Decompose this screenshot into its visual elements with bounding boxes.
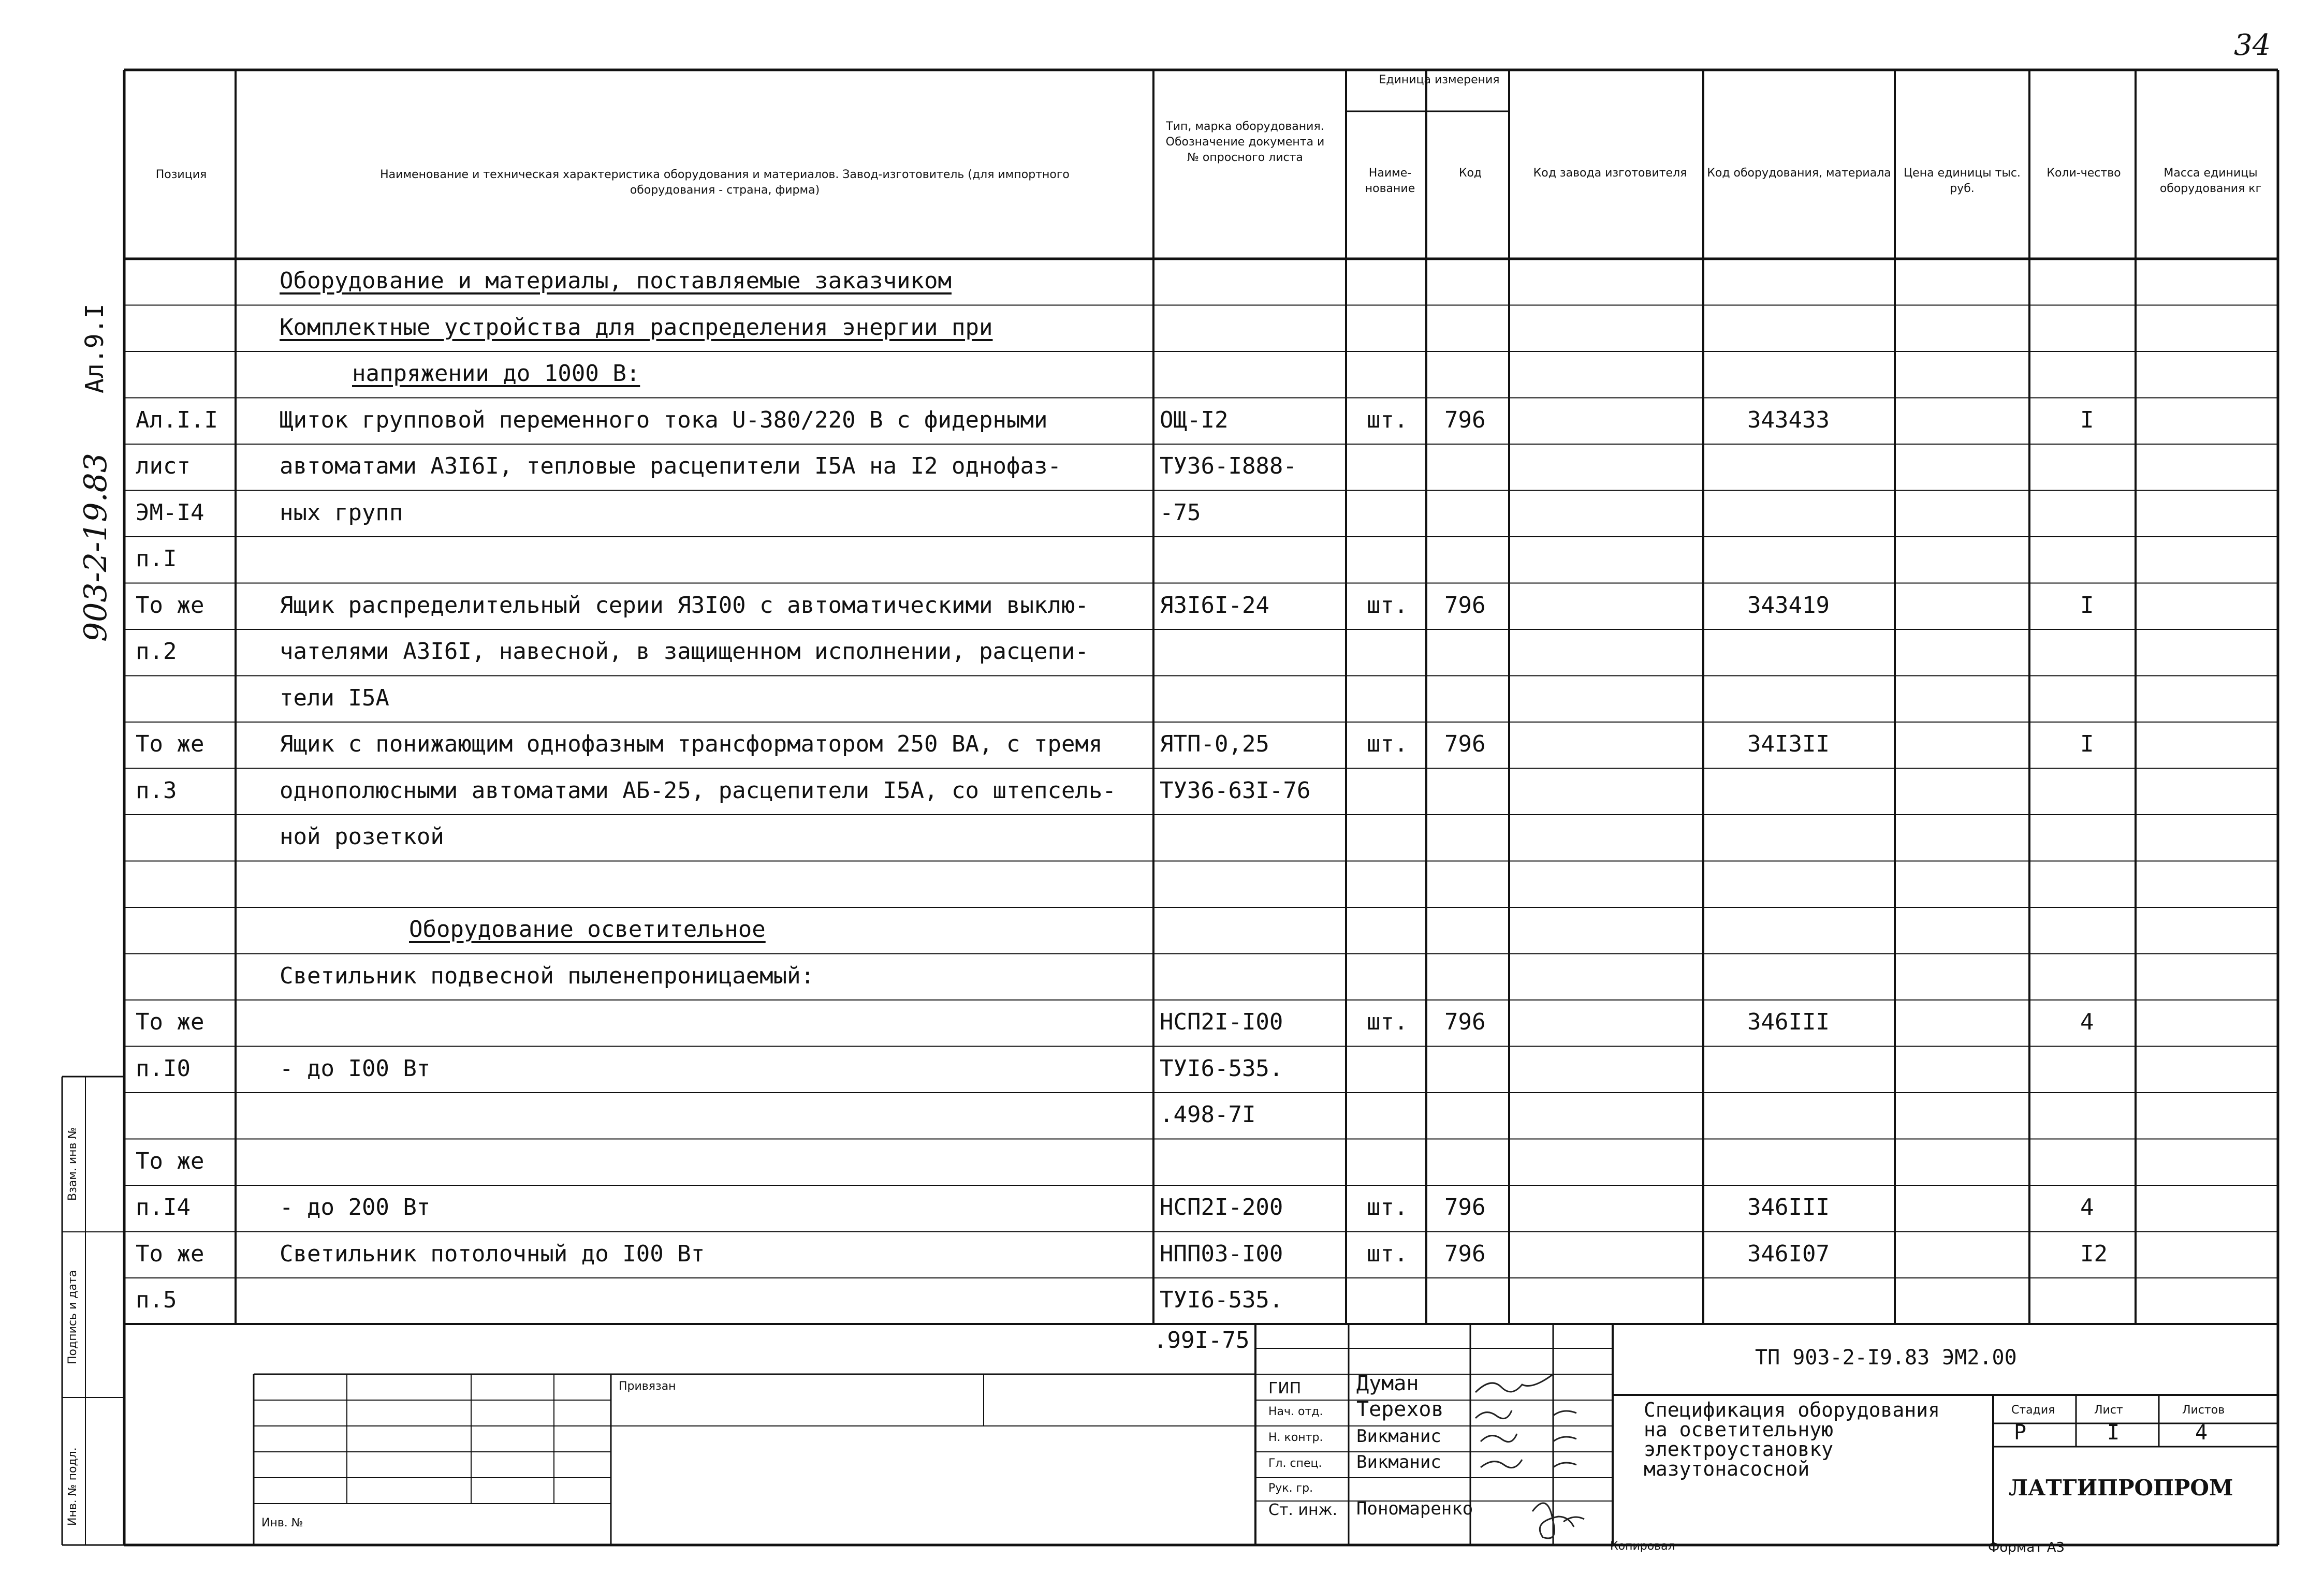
stamp-title: Спецификация оборудования на осветительную электроустановку мазутонасосной (1644, 1399, 1940, 1480)
cell-name: однополюсными автоматами АБ-25, расцепители I5А, со штепсель- (280, 777, 1116, 804)
cell-name: напряжении до 1000 В: (352, 360, 640, 387)
cell-qty: I (2080, 592, 2094, 619)
cell-name: Комплектные устройства для распределения энергии при (280, 314, 993, 341)
header-unit-code: Код (1458, 167, 1482, 180)
cell-code: 796 (1444, 1009, 1486, 1035)
cell-pos: п.I4 (136, 1194, 191, 1220)
cell-name: чателями А3I6I, навесной, в защищенном исполнении, расцепи- (280, 638, 1089, 665)
cell-name: ной розеткой (280, 823, 444, 850)
cell-qty: 4 (2080, 1009, 2094, 1035)
cell-code: 796 (1444, 592, 1486, 619)
header-unit-name: Наиме-нование (1365, 167, 1415, 195)
header-price: Цена единицы тыс. руб. (1904, 167, 2021, 195)
cell-type: .498-7I (1160, 1101, 1256, 1128)
cell-name: Щиток групповой переменного тока U-380/220 В с фидерными (280, 406, 1048, 433)
cell-pos: п.2 (136, 638, 177, 665)
stamp-role-control: Н. контр. (1268, 1431, 1323, 1444)
page-number: 34 (2234, 28, 2271, 62)
stamp-sheets: 4 (2195, 1421, 2208, 1445)
header-equip-code: Код оборудования, материала (1707, 167, 1891, 180)
stamp-stage-label: Стадия (2011, 1404, 2055, 1417)
cell-code: 796 (1444, 406, 1486, 433)
cell-name: Ящик распределительный серии Я3I00 с автоматическими выклю- (280, 592, 1089, 619)
cell-name: тели I5А (280, 684, 389, 711)
cell-name: Оборудование осветительное (409, 916, 766, 943)
stamp-name-control: Викманис (1356, 1426, 1441, 1447)
cell-unit: шт. (1367, 1009, 1408, 1035)
cell-qty: I (2080, 406, 2094, 433)
cell-unit: шт. (1367, 406, 1408, 433)
cell-name: ных групп (280, 499, 403, 526)
cell-equip: 343419 (1747, 592, 1830, 619)
cell-code: 796 (1444, 1194, 1486, 1220)
cell-pos: п.I0 (136, 1055, 191, 1082)
strip-signature-date: Подпись и дата (66, 1270, 79, 1364)
cell-pos: То же (136, 592, 204, 619)
cell-name: - до I00 Вт (280, 1055, 431, 1082)
type-continuation: .99I-75 (1153, 1327, 1250, 1353)
stamp-name-chief-spec: Викманис (1356, 1452, 1441, 1473)
cell-type: ТУ36-I888- (1160, 453, 1297, 479)
header-plant-code: Код завода изготовителя (1533, 167, 1687, 180)
cell-type: НСП2I-I00 (1160, 1009, 1283, 1035)
stamp-organization: ЛАТГИПРОПРОМ (2009, 1475, 2233, 1500)
cell-pos: ЭМ-I4 (136, 499, 204, 526)
cell-unit: шт. (1367, 592, 1408, 619)
cell-name: - до 200 Вт (280, 1194, 431, 1220)
stamp-name-engineer: Пономаренко (1356, 1498, 1473, 1519)
header-type: Тип, марка оборудования. Обозначение документа и № опросного листа (1165, 120, 1325, 164)
cell-type: -75 (1160, 499, 1201, 526)
margin-doc-code: 903-2-19.83 (78, 452, 114, 642)
margin-album: Ал.9.I (80, 303, 109, 393)
stamp-sheet: I (2107, 1421, 2120, 1445)
cell-type: НПП03-I00 (1160, 1240, 1283, 1267)
strip-replace-inv: Взам. инв № (66, 1127, 79, 1201)
cell-qty: 4 (2080, 1194, 2094, 1220)
cell-pos: лист (136, 453, 191, 479)
header-name: Наименование и техническая характеристика оборудования и материалов. Завод-изготовитель (для импортного оборудования - страна, фирма) (380, 168, 1070, 197)
cell-name: Оборудование и материалы, поставляемые заказчиком (280, 268, 952, 294)
cell-type: ТУI6-535. (1160, 1055, 1283, 1082)
cell-pos: п.3 (136, 777, 177, 804)
cell-pos: То же (136, 731, 204, 757)
cell-equip: 346III (1747, 1009, 1830, 1035)
strip-inv-no: Инв. № подл. (66, 1447, 79, 1526)
cell-pos: То же (136, 1009, 204, 1035)
cell-name: автоматами А3I6I, тепловые расцепители I5А на I2 однофаз- (280, 453, 1061, 479)
cell-code: 796 (1444, 1240, 1486, 1267)
cell-pos: п.I (136, 546, 177, 572)
stamp-format: Формат А3 (1988, 1540, 2065, 1555)
cell-pos: Ал.I.I (136, 406, 218, 433)
stamp-name-dept: Терехов (1356, 1397, 1444, 1421)
stamp-privyazan: Привязан (619, 1380, 676, 1393)
cell-pos: п.5 (136, 1287, 177, 1313)
cell-equip: 34I3II (1747, 731, 1830, 757)
cell-pos: То же (136, 1147, 204, 1174)
stamp-inv-no: Инв. № (261, 1517, 303, 1529)
stamp-role-engineer: Ст. инж. (1268, 1501, 1338, 1519)
cell-pos: То же (136, 1240, 204, 1267)
cell-equip: 346III (1747, 1194, 1830, 1220)
cell-type: НСП2I-200 (1160, 1194, 1283, 1220)
stamp-sheets-label: Листов (2182, 1404, 2225, 1417)
stamp-role-gip: ГИП (1268, 1379, 1302, 1397)
stamp-doc-code: ТП 903-2-I9.83 ЭМ2.00 (1755, 1346, 2017, 1370)
cell-type: ЯТП-0,25 (1160, 731, 1269, 757)
cell-type: ТУI6-535. (1160, 1287, 1283, 1313)
cell-equip: 346I07 (1747, 1240, 1830, 1267)
cell-type: ТУ36-63I-76 (1160, 777, 1311, 804)
header-mass: Масса единицы оборудования кг (2159, 167, 2262, 195)
stamp-role-chief-spec: Гл. спец. (1268, 1457, 1322, 1470)
cell-unit: шт. (1367, 731, 1408, 757)
cell-name: Ящик с понижающим однофазным трансформатором 250 ВА, с тремя (280, 731, 1103, 757)
cell-unit: шт. (1367, 1194, 1408, 1220)
header-qty: Коли-чество (2047, 167, 2121, 180)
stamp-stage: Р (2014, 1421, 2027, 1445)
cell-type: Я3I6I-24 (1160, 592, 1269, 619)
cell-unit: шт. (1367, 1240, 1408, 1267)
cell-name: Светильник потолочный до I00 Вт (280, 1240, 705, 1267)
header-position: Позиция (155, 168, 207, 181)
cell-code: 796 (1444, 731, 1486, 757)
cell-equip: 343433 (1747, 406, 1830, 433)
stamp-name-gip: Думан (1356, 1372, 1419, 1395)
header-unit-group: Единица измерения (1379, 73, 1500, 86)
cell-qty: I2 (2080, 1240, 2108, 1267)
stamp-role-dept: Нач. отд. (1268, 1405, 1323, 1418)
cell-qty: I (2080, 731, 2094, 757)
cell-type: ОЩ-I2 (1160, 406, 1229, 433)
stamp-role-group-lead: Рук. гр. (1268, 1482, 1313, 1495)
stamp-sheet-label: Лист (2094, 1404, 2123, 1417)
cell-name: Светильник подвесной пыленепроницаемый: (280, 962, 815, 989)
stamp-copied: Копировал (1610, 1540, 1675, 1553)
